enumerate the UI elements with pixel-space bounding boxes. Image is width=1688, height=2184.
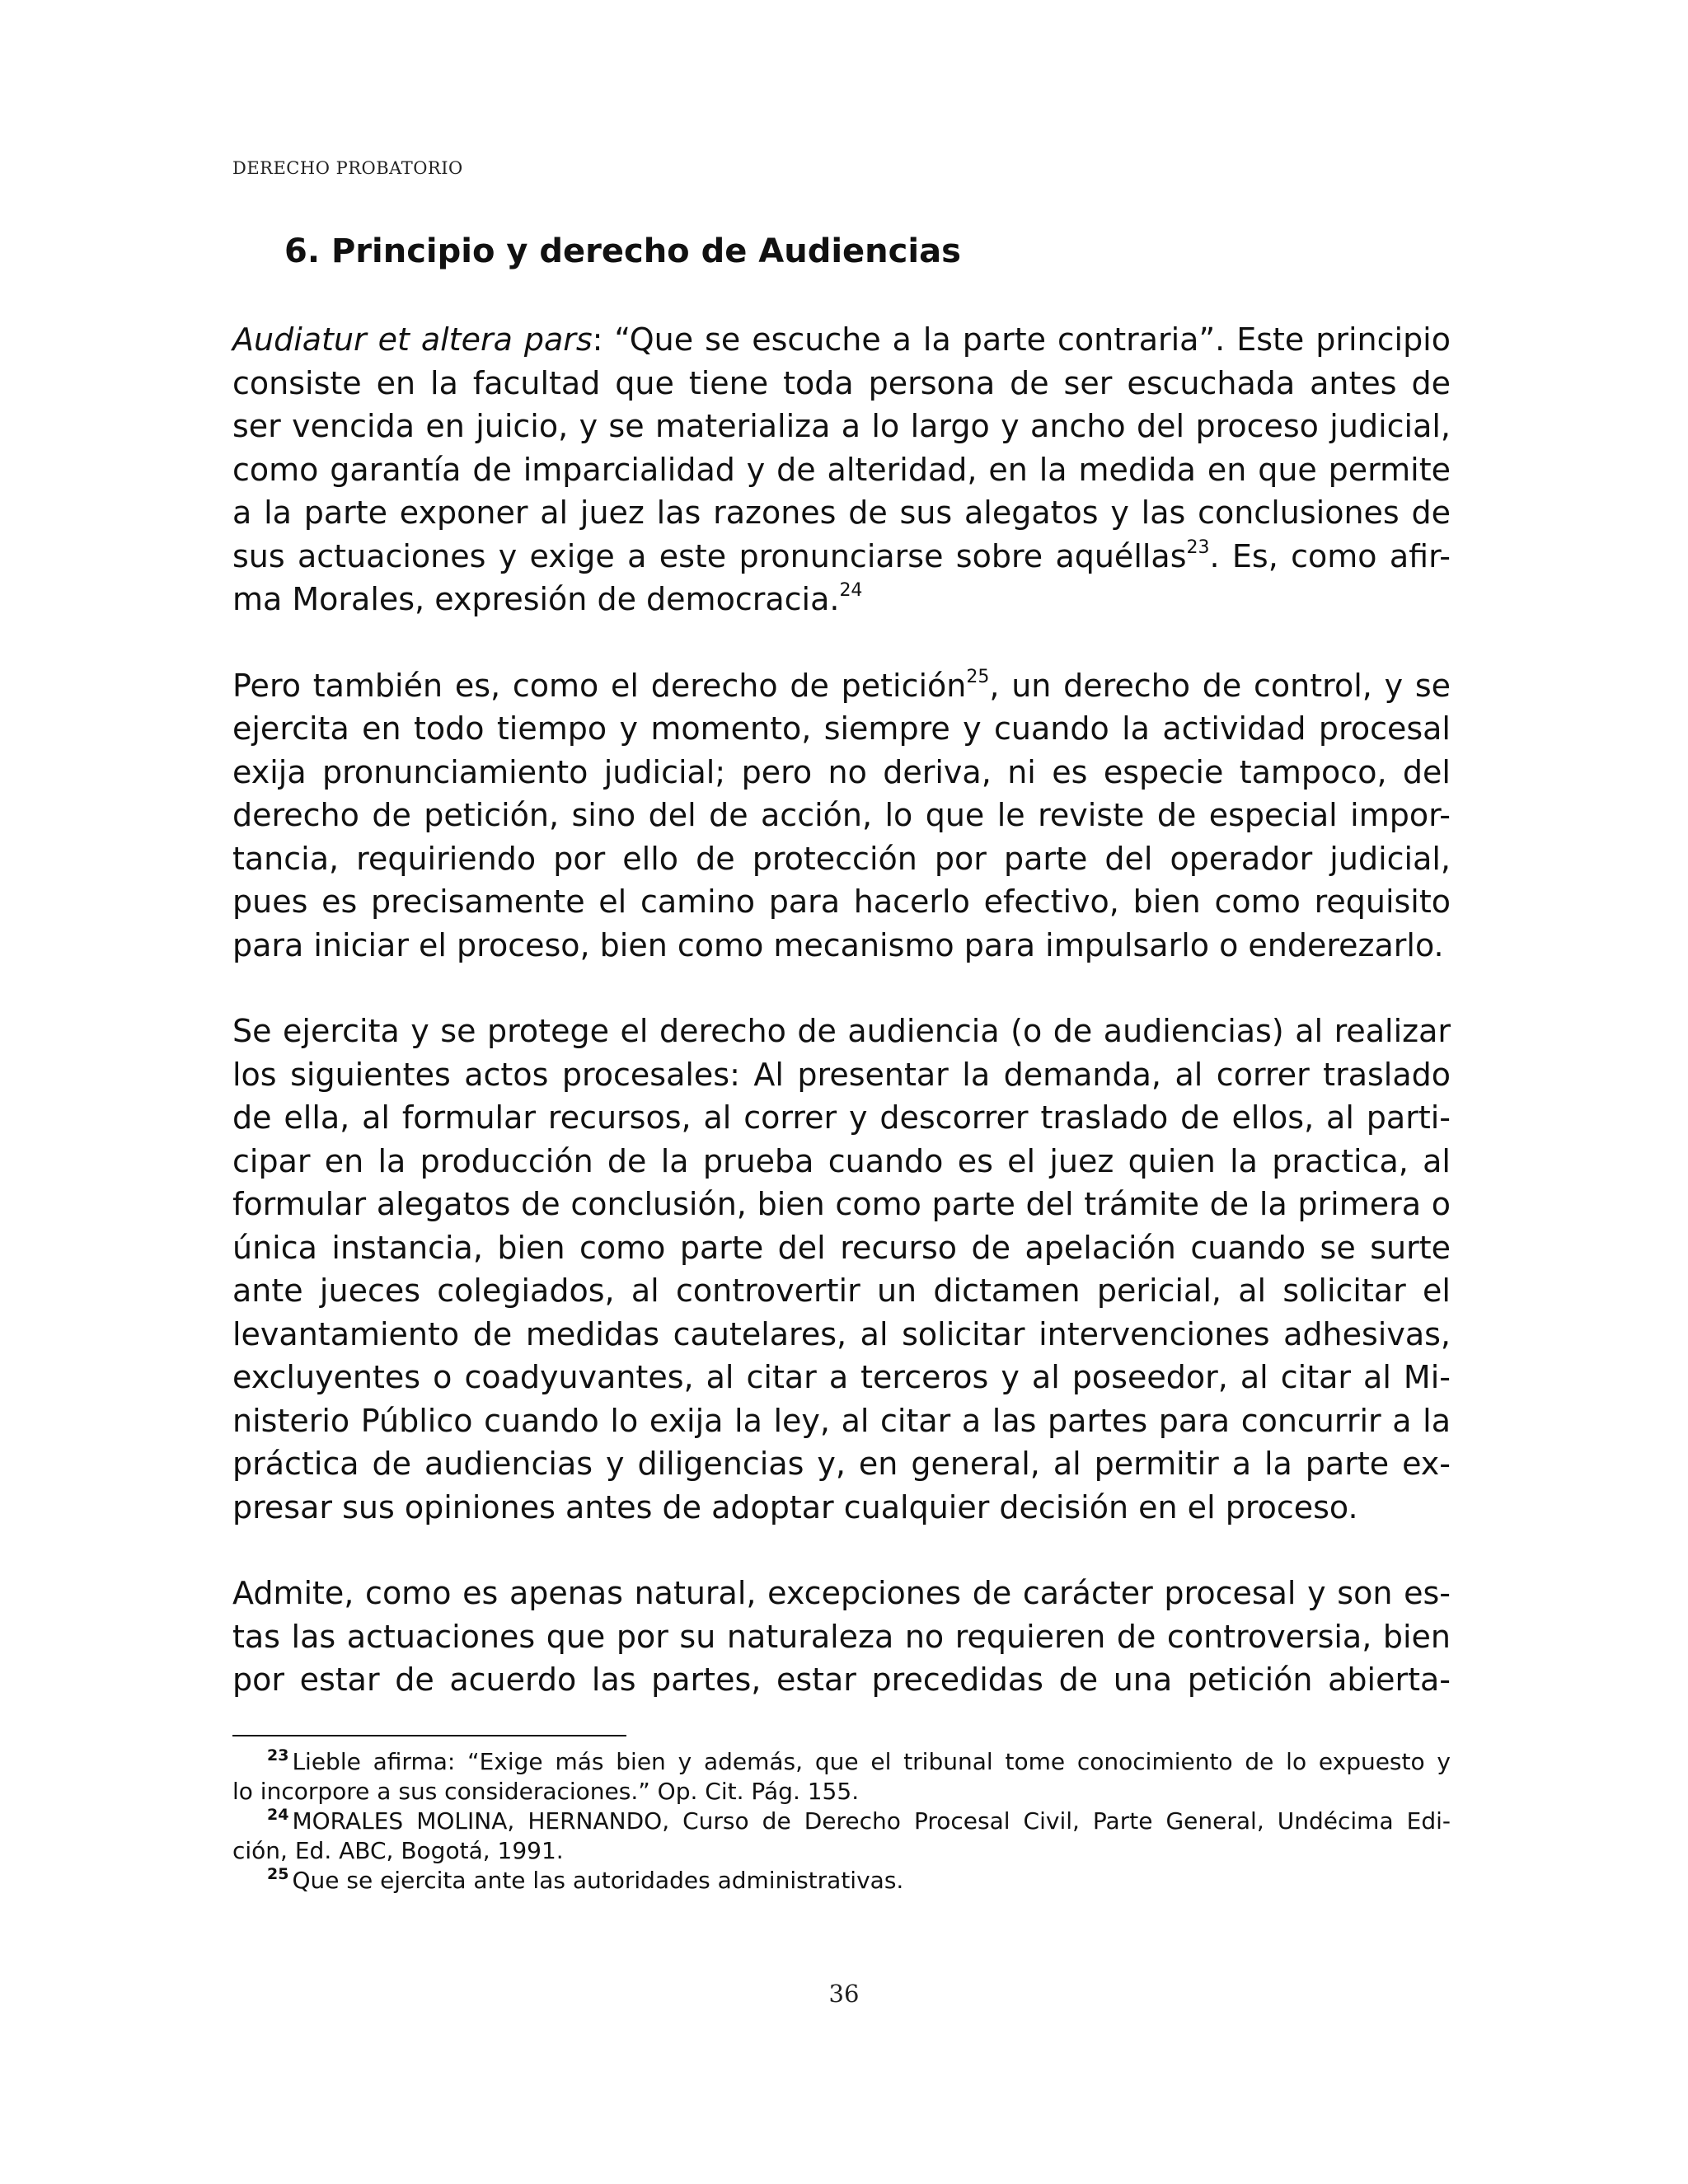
- text-line: ejercita en todo tiempo y momento, siempre y cuando la actividad procesal: [232, 710, 1451, 747]
- footnote-24: [232, 1807, 1451, 1866]
- text-line: Admite, como es apenas natural, excepciones de carácter procesal y son es-: [232, 1575, 1451, 1611]
- section-number: 6.: [284, 232, 321, 270]
- text-line: práctica de audiencias y diligencias y, en general, al permitir a la parte ex-: [232, 1446, 1451, 1482]
- text-line: excluyentes o coadyuvantes, al citar a terceros y al poseedor, al citar al Mi-: [232, 1359, 1451, 1395]
- footnote-mark: 23: [267, 1746, 289, 1765]
- text-line: única instancia, bien como parte del recurso de apelación cuando se surte: [232, 1229, 1451, 1266]
- section-title: Principio y derecho de Audiencias: [331, 232, 961, 270]
- footnotes: [232, 1747, 1451, 1896]
- text-line: sus actuaciones y exige a este pronunciarse sobre aquéllas$^{23}$. Es, como afir-: [232, 537, 1451, 574]
- footnote-line: $^{25}$ Que se ejercita ante las autoridades administrativas.: [267, 1865, 904, 1894]
- footnote-mark: 25: [267, 1865, 289, 1883]
- text-line: como garantía de imparcialidad y de alteridad, en la medida en que permite: [232, 451, 1451, 488]
- text-line: Pero también es, como el derecho de petición$^{25}$, un derecho de control, y se: [232, 666, 1451, 704]
- text-line: los siguientes actos procesales: Al presentar la demanda, al correr traslado: [232, 1056, 1451, 1093]
- latin-maxim: Audiatur et altera pars: [232, 321, 593, 358]
- paragraph-3: [232, 1010, 1451, 1529]
- text-line: cipar en la producción de la prueba cuando es el juez quien la practica, al: [232, 1142, 1451, 1179]
- footnote-ref-23[interactable]: 23: [1186, 537, 1210, 558]
- footnote-23: [232, 1747, 1451, 1807]
- text-line: derecho de petición, sino del de acción, lo que le reviste de especial impor-: [232, 797, 1451, 833]
- text-line: para iniciar el proceso, bien como mecanismo para impulsarlo o enderezarlo.: [232, 926, 1444, 963]
- footnote-mark: 24: [267, 1806, 289, 1824]
- text-line: tancia, requiriendo por ello de protección por parte del operador judicial,: [232, 840, 1451, 877]
- running-header: DERECHO PROBATORIO: [232, 158, 463, 178]
- text-line: exija pronunciamiento judicial; pero no deriva, ni es especie tampoco, del: [232, 753, 1451, 790]
- text-line: a la parte exponer al juez las razones de sus alegatos y las conclusiones de: [232, 494, 1451, 531]
- footnote-line: $^{24}$ MORALES MOLINA, HERNANDO, Curso de Derecho Procesal Civil, Parte General, Undécima Edi-: [267, 1806, 1451, 1835]
- body-text: [232, 318, 1451, 1745]
- footnote-ref-25[interactable]: 25: [966, 666, 990, 687]
- footnote-line: ción, Ed. ABC, Bogotá, 1991.: [232, 1837, 564, 1864]
- text-line: Se ejercita y se protege el derecho de audiencia (o de audiencias) al realizar: [232, 1013, 1451, 1049]
- text-line: formular alegatos de conclusión, bien como parte del trámite de la primera o: [232, 1186, 1451, 1222]
- paragraph-1: [232, 318, 1451, 621]
- text-line: pues es precisamente el camino para hacerlo efectivo, bien como requisito: [232, 883, 1451, 920]
- text-line: levantamiento de medidas cautelares, al solicitar intervenciones adhesivas,: [232, 1315, 1451, 1352]
- footnote-divider: [232, 1735, 626, 1736]
- footnote-line: lo incorpore a sus consideraciones.” Op. Cit. Pág. 155.: [232, 1778, 860, 1805]
- section-heading: [284, 232, 961, 270]
- text-line: consiste en la facultad que tiene toda persona de ser escuchada antes de: [232, 364, 1451, 401]
- paragraph-4: [232, 1572, 1451, 1702]
- text-line: presar sus opiniones antes de adoptar cualquier decisión en el proceso.: [232, 1488, 1358, 1526]
- text-line: ser vencida en juicio, y se materializa a lo largo y ancho del proceso judicial,: [232, 408, 1451, 444]
- paragraph-2: [232, 664, 1451, 968]
- footnote-ref-24[interactable]: 24: [839, 580, 863, 601]
- text-line: tas las actuaciones que por su naturaleza no requieren de controversia, bien: [232, 1618, 1451, 1655]
- text-line: ma Morales, expresión de democracia.$^{24}$: [232, 580, 863, 617]
- text-line: por estar de acuerdo las partes, estar precedidas de una petición abierta-: [232, 1661, 1451, 1698]
- text-line: ante jueces colegiados, al controvertir un dictamen pericial, al solicitar el: [232, 1272, 1451, 1309]
- text-line: de ella, al formular recursos, al correr y descorrer traslado de ellos, al parti-: [232, 1099, 1451, 1136]
- footnote-line: $^{23}$ Lieble afirma: “Exige más bien y además, que el tribunal tome conocimiento de lo expuesto y: [267, 1746, 1451, 1775]
- page-number: 36: [828, 1980, 860, 2008]
- footnote-25: [232, 1866, 1451, 1896]
- text-line: Audiatur et altera pars: “Que se escuche a la parte contraria”. Este principio: [232, 321, 1451, 358]
- text-line: nisterio Público cuando lo exija la ley, al citar a las partes para concurrir a la: [232, 1402, 1451, 1439]
